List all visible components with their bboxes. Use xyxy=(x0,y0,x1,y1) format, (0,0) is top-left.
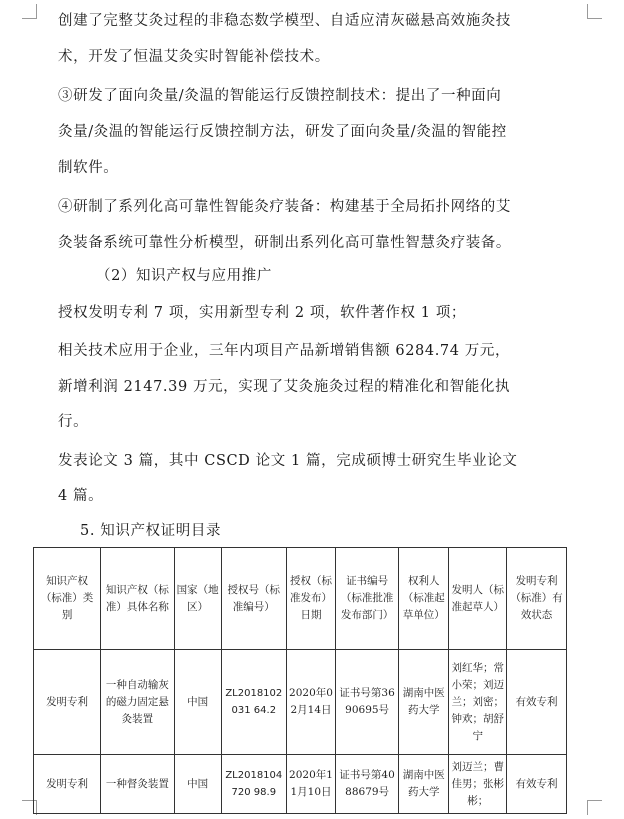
col-header-category: 知识产权（标准）类别 xyxy=(34,548,101,650)
body-line: ④研制了系列化高可靠性智能灸疗装备：构建基于全局拓扑网络的艾 xyxy=(58,199,511,215)
body-line: 授权发明专利 7 项，实用新型专利 2 项，软件著作权 1 项； xyxy=(58,305,467,321)
cell-date: 2020年11月10日 xyxy=(286,755,335,814)
body-line: 灸装备系统可靠性分析模型，研制出系列化高可靠性智慧灸疗装备。 xyxy=(58,235,511,251)
cell-country: 中国 xyxy=(174,755,221,814)
col-header-name: 知识产权（标准）具体名称 xyxy=(101,548,174,650)
body-line: 创建了完整艾灸过程的非稳态数学模型、自适应清灰磁悬高效施灸技 xyxy=(58,13,511,29)
col-header-holder: 权利人（标准起草单位） xyxy=(399,548,449,650)
cell-date: 2020年02月14日 xyxy=(286,650,335,755)
body-line: 4 篇。 xyxy=(58,488,104,504)
ip-certificate-table xyxy=(33,547,567,814)
table-row xyxy=(34,650,567,755)
subsection-heading: （2）知识产权与应用推广 xyxy=(96,268,272,284)
cell-name: 一种督灸装置 xyxy=(101,755,174,814)
body-line: 行。 xyxy=(58,414,89,430)
body-line: 发表论文 3 篇，其中 CSCD 论文 1 篇，完成硕博士研究生毕业论文 xyxy=(58,453,518,469)
cell-auth-no: ZL2018104720 98.9 xyxy=(221,755,286,814)
cell-inventors: 刘迈兰；曹佳男；张彬彬； xyxy=(449,755,507,814)
col-header-inventors: 发明人（标准起草人） xyxy=(449,548,507,650)
cell-country: 中国 xyxy=(174,650,221,755)
body-line: 灸量/灸温的智能运行反馈控制方法，研发了面向灸量/灸温的智能控 xyxy=(58,124,507,140)
cell-cert-no: 证书号第3690695号 xyxy=(336,650,399,755)
cell-name: 一种自动输灰的磁力固定悬灸装置 xyxy=(101,650,174,755)
cell-inventors: 刘红华；常小荣；刘迈兰；刘密；钟欢；胡舒宁 xyxy=(449,650,507,755)
body-line: 相关技术应用于企业，三年内项目产品新增销售额 6284.74 万元， xyxy=(58,343,511,359)
page-corner-mark xyxy=(22,4,37,19)
cell-cert-no: 证书号第4088679号 xyxy=(336,755,399,814)
col-header-status: 发明专利（标准）有效状态 xyxy=(507,548,567,650)
col-header-cert-no: 证书编号（标准批准发布部门） xyxy=(336,548,399,650)
cell-holder: 湖南中医药大学 xyxy=(399,650,449,755)
page-corner-mark xyxy=(587,800,602,815)
cell-status: 有效专利 xyxy=(507,755,567,814)
cell-auth-no: ZL2018102031 64.2 xyxy=(221,650,286,755)
cell-holder: 湖南中医药大学 xyxy=(399,755,449,814)
body-line: 术，开发了恒温艾灸实时智能补偿技术。 xyxy=(58,49,330,65)
col-header-date: 授权（标准发布）日期 xyxy=(286,548,335,650)
table-row xyxy=(34,755,567,814)
page-corner-mark xyxy=(587,4,602,19)
section-heading: 5. 知识产权证明目录 xyxy=(80,523,222,539)
body-line: ③研发了面向灸量/灸温的智能运行反馈控制技术：提出了一种面向 xyxy=(58,88,502,104)
cell-status: 有效专利 xyxy=(507,650,567,755)
body-line: 制软件。 xyxy=(58,160,119,176)
col-header-auth-no: 授权号（标准编号） xyxy=(221,548,286,650)
cell-category: 发明专利 xyxy=(34,650,101,755)
table-header-row xyxy=(34,548,567,650)
cell-category: 发明专利 xyxy=(34,755,101,814)
col-header-country: 国家（地区） xyxy=(174,548,221,650)
body-line: 新增利润 2147.39 万元，实现了艾灸施灸过程的精准化和智能化执 xyxy=(58,379,511,395)
